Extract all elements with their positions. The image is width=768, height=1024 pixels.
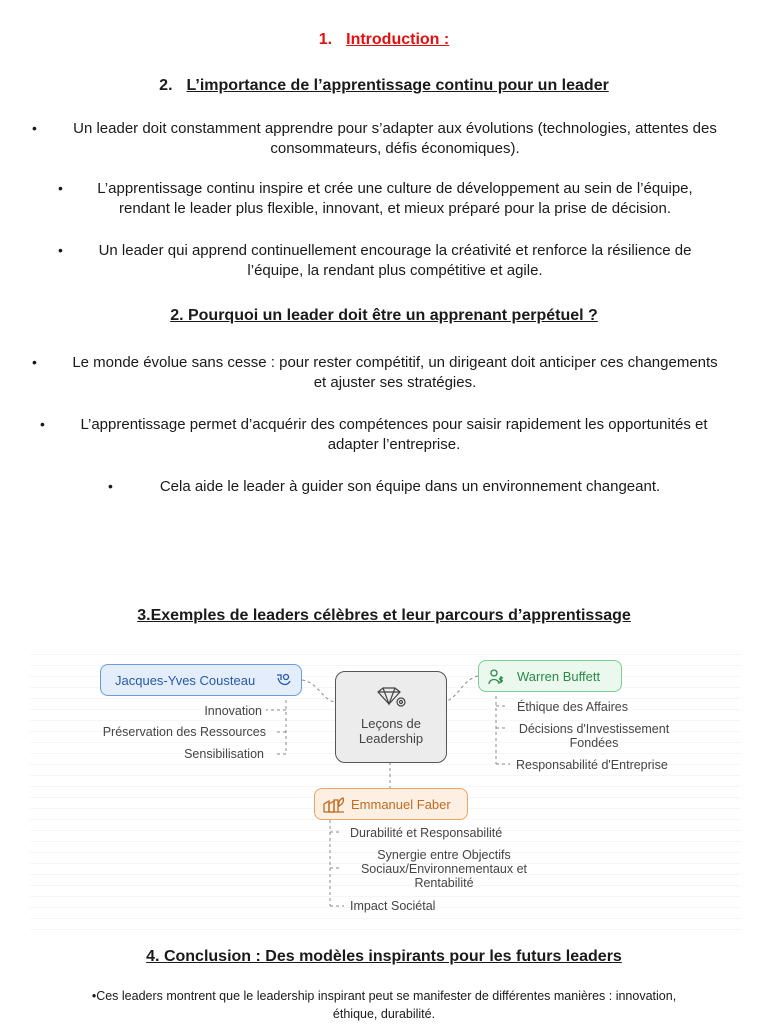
cousteau-item-ressources: Préservation des Ressources [102, 725, 266, 739]
pourquoi-point-2: L’apprentissage permet d’acquérir des compétences pour saisir rapidement les opportunités et adapter l’entreprise. [80, 416, 708, 453]
node-faber: Emmanuel Faber [314, 788, 468, 820]
faber-item-impact: Impact Sociétal [350, 899, 436, 913]
person-dollar-icon [487, 668, 505, 686]
importance-point-3: Un leader qui apprend continuellement encourage la créativité et renforce la résilience de l’équipe, la rendant plus compétitive et agile. [98, 242, 692, 279]
faber-item-synergie: Synergie entre Objectifs Sociaux/Environnementaux et Rentabilité [360, 848, 528, 890]
pourquoi-point-1: Le monde évolue sans cesse : pour rester compétitif, un dirigeant doit anticiper ces changements et ajuster ses stratégies. [72, 354, 718, 391]
conclusion-paragraph: •Ces leaders montrent que le leadership inspirant peut se manifester de différentes manières : innovation, éthique, durabilité. [91, 989, 677, 1021]
factory-leaf-icon [323, 796, 345, 814]
bullet-icon: • [108, 478, 113, 494]
pourquoi-point-3: Cela aide le leader à guider son équipe dans un environnement changeant. [159, 478, 661, 495]
heading-conclusion: 4. Conclusion : Des modèles inspirants pour les futurs leaders [146, 948, 622, 965]
buffett-item-responsabilite: Responsabilité d'Entreprise [516, 758, 668, 772]
bullet-icon: • [58, 242, 63, 258]
bullet-icon: • [32, 120, 37, 136]
bullet-icon: • [40, 416, 45, 432]
bullet-icon: • [32, 354, 37, 370]
heading-introduction: 1. Introduction : [318, 31, 450, 48]
node-buffett: Warren Buffett [478, 660, 622, 692]
importance-point-1: Un leader doit constamment apprendre pour s’adapter aux évolutions (technologies, attentes des consommateurs, défis économiques). [73, 120, 717, 157]
cousteau-item-innovation: Innovation [204, 704, 262, 718]
heading-exemples: 3.Exemples de leaders célèbres et leur parcours d’apprentissage [137, 607, 631, 624]
heading-importance: 2. L’importance de l’apprentissage continu pour un leader [159, 77, 609, 94]
diamond-gear-icon [374, 686, 410, 710]
node-cousteau: Jacques-Yves Cousteau [100, 664, 302, 696]
bullet-icon: • [58, 180, 63, 196]
faber-item-durabilite: Durabilité et Responsabilité [350, 826, 503, 840]
heading-pourquoi: 2. Pourquoi un leader doit être un apprenant perpétuel ? [170, 307, 598, 324]
importance-point-2: L’apprentissage continu inspire et crée une culture de développement au sein de l’équipe, rendant le leader plus flexible, innovant, et mieux préparé pour la prise de décision. [97, 180, 693, 217]
buffett-item-ethique: Éthique des Affaires [517, 700, 628, 714]
cousteau-item-sensibilisation: Sensibilisation [184, 747, 264, 761]
node-center: Leçons de Leadership [335, 671, 447, 763]
leadership-mind-map [30, 644, 740, 936]
diving-icon [275, 672, 293, 690]
buffett-item-decisions: Décisions d'Investissement Fondées [518, 722, 670, 750]
